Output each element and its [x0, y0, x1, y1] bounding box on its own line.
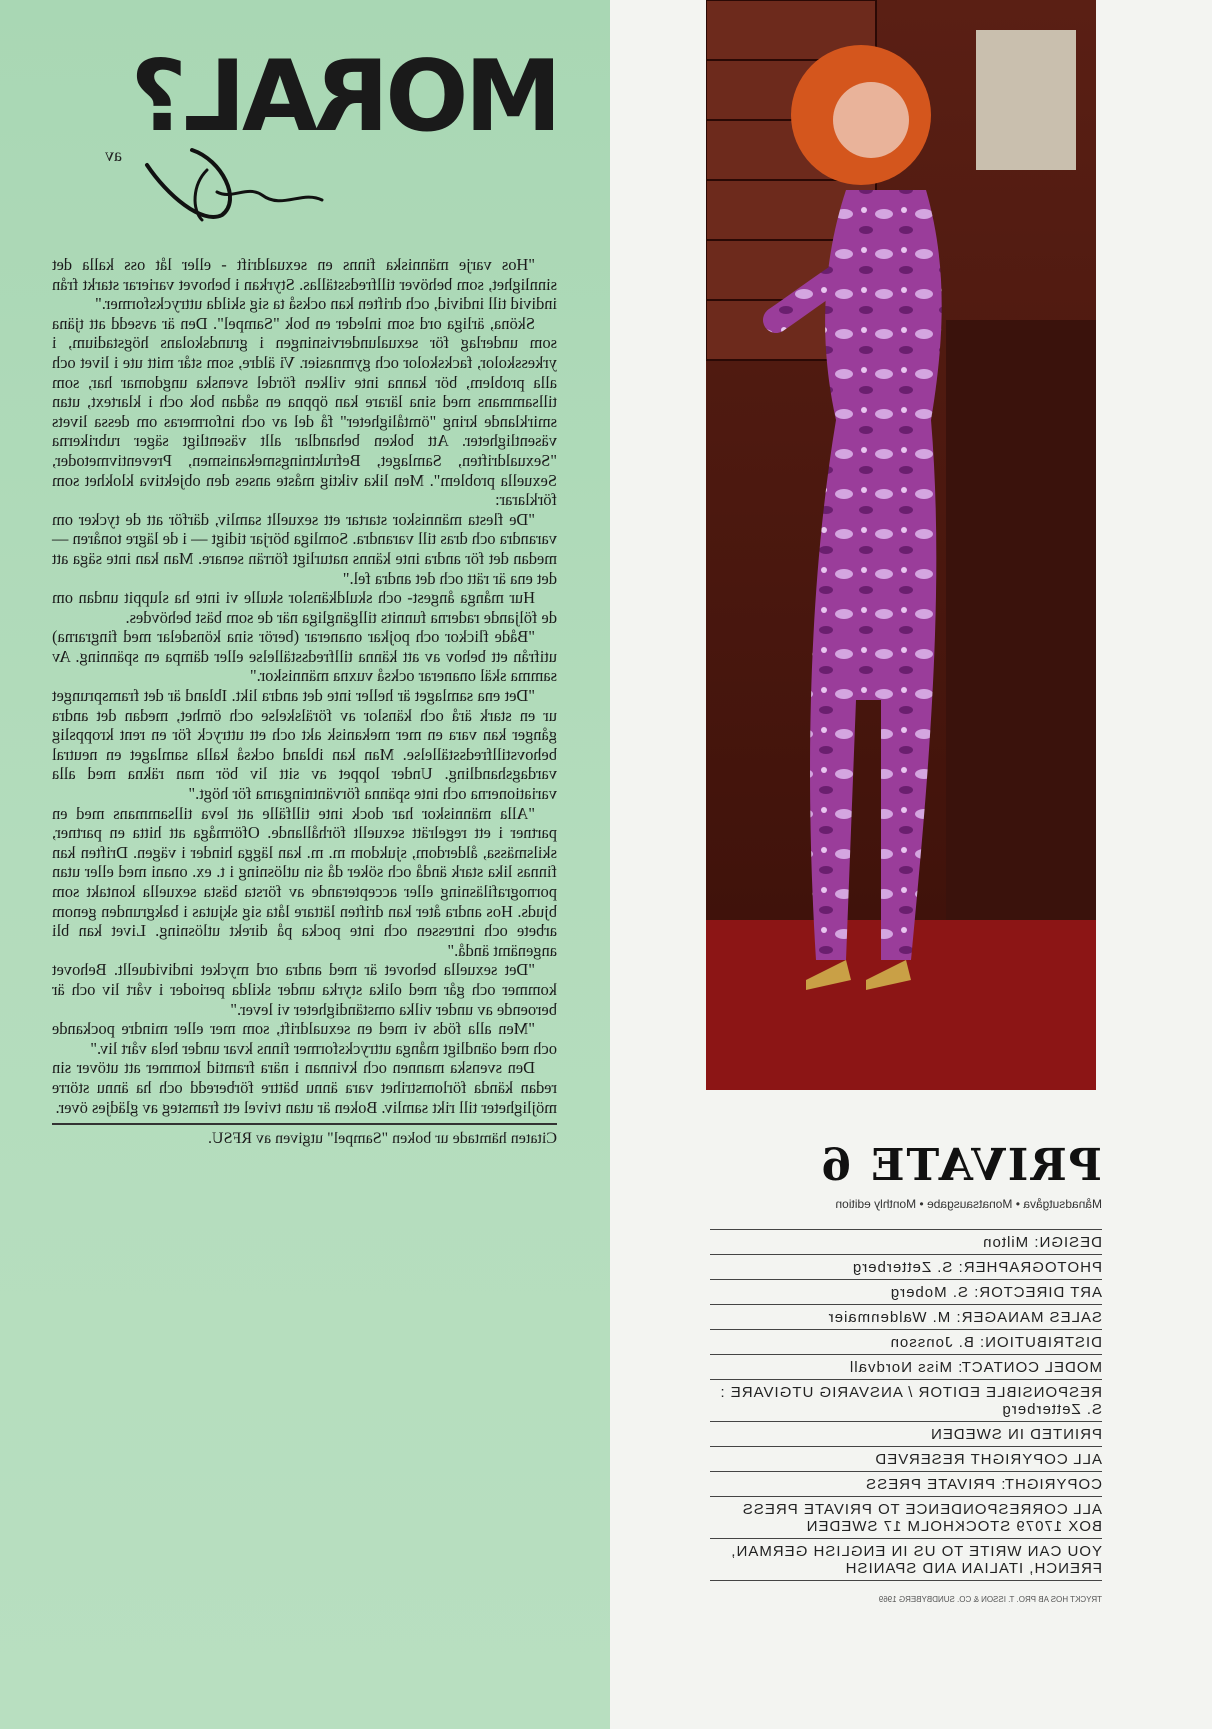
credit-row: MODEL CONTACT: Miss Nordvall — [710, 1354, 1102, 1379]
article-paragraph: "De flesta människor startar ett sexuellt samliv, därför att de tycker om varandra och dras till varandra. Somliga börjar tidigt — i de lägre tonåren — medan det för andra inte känns naturligt förrän senare. Man kan inte säga att det ena är rätt och det andra fel." — [52, 509, 557, 588]
article-paragraph: "Både flickor och pojkar onanerar (berör sina könsdelar med fingrarna) utifrån ett behov av att känna tillfredsställelse eller dämpa en spänning. Av samma skäl onanerar också vuxna människor." — [52, 627, 557, 686]
credit-row: YOU CAN WRITE TO US IN ENGLISH GERMAN, FRENCH, ITALIAN AND SPANISH — [710, 1538, 1102, 1581]
credit-row: ALL COPYRIGHT RESERVED — [710, 1446, 1102, 1471]
byline: av — [105, 145, 122, 165]
divider — [52, 1123, 557, 1125]
article-paragraph: Den svenska mannen och kvinnan i nära framtid kommer att utöver sin redan kända förlomstrihet vara ännu bättre förberedd och ha ännu större möjligheter till rikt samliv. Boken är utan tvivel ett framsteg av glädjes över. — [52, 1058, 557, 1117]
article-paragraph: "Det sexuella behovet är med andra ord mycket individuellt. Behovet kommer och går med olika styrka under skilda perioder i vårt liv och är beroende av under vilka omständigheter vi lever." — [52, 960, 557, 1019]
photo-image — [706, 0, 1096, 1090]
credit-row: DISTRIBUTION: B. Jonsson — [710, 1329, 1102, 1354]
article-title: MORAL? — [134, 40, 562, 154]
credit-row: ART DIRECTOR: S. Moberg — [710, 1279, 1102, 1304]
article-paragraph: Hur många ångest- och skuldkänslor skulle vi inte ha sluppit undan om de följande raderna funnits tillgängliga när de som bäst behövdes. — [52, 588, 557, 627]
article-paragraph: "Det ena samlaget är heller inte det andra likt. Ibland är det framsprunget ur en stark ärå och känslor av förälskelse och ömhet, medan det andra gånger kan vara en mer mekanisk akt och ett uttryck för en rent kroppslig behovstillfredsställelse. Man kan ibland också kalla samlaget en neutral vardagshandling. Under loppet av sitt liv bör man räkna med alla variationerna och inte spänna förväntningarna för högt." — [52, 686, 557, 804]
magazine-brand: PRIVATE 6 — [819, 1140, 1102, 1191]
credit-row: ALL CORRESPONDENCE TO PRIVATE PRESS BOX 17079 STOCKHOLM 17 SWEDEN — [710, 1496, 1102, 1538]
source-note: Citaten hämtade ur boken "Sampel" utgiven av RFSU. — [207, 1130, 557, 1148]
credit-row: COPYRIGHT: PRIVATE PRESS — [710, 1471, 1102, 1496]
article-paragraph: "Men alla föds vi med en sexualdrift, som mer eller mindre pockande och med oändligt många uttrycksformer finns kvar under hela vårt liv." — [52, 1019, 557, 1058]
edition-line: Månadsutgåva • Monatsausgabe • Monthly edition — [835, 1197, 1102, 1211]
article-paragraph: "Hos varje människa finns en sexualdrift - eller låt oss kalla det sinnlighet, som behöver tillfredsställas. Styrkan i behovet varierar starkt från individ till individ, och driften kan också ta sig skilda uttrycksformer." — [52, 255, 557, 314]
article-body — [52, 255, 557, 1148]
article-paragraph: Sköna, ärliga ord som inleder en bok "Sampel". Den är avsedd att tjäna som underlag för sexualundervisningen i grundskolans högstadium, i yrkesskolor, fackskolor och gymnasier. Vi äldre, som står mitt ute i livet och alla problem, bör kanna inte vilken fördel svenska ungdomar har, som tillsammans med sina lärare kan öppna en sådan bok och i klartext, utan smirklande kring "ömtåligheter" få del av och informeras om dessa livets väsentligheter. Att boken behandlar allt väsentligt säger rubrikerna "Sexualdriften, Samlaget, Befruktningsmekanismen, Preventivmetoder, Sexuella problem". Men lika viktig måste anses den objektiva klokhet som förklarar: — [52, 313, 557, 510]
credit-row: DESIGN: Milton — [710, 1229, 1102, 1254]
credits-block — [710, 1140, 1102, 1604]
article-paragraph: "Alla människor har dock inte tillfälle att leva tillsammans med en partner i ett regelrätt sexuellt förhållande. Oförmåga att hitta en partner, skilsmässa, ålderdom, sjukdom m. m. kan lägga hinder i vägen. Driften kan finnas lika stark ändå och söker då sin utlösning i t. ex. onani med eller utan pornografiläsning eller accepterande av första bästa sexuella kontakt som bjuds. Hos andra åter kan driften lättare låta sig skjutas i bakgrunden genom arbete och intressen och inte pocka på direkt utlösning. Livet kan bli angenämt ändå." — [52, 803, 557, 960]
photo — [706, 0, 1096, 1090]
credit-row: RESPONSIBLE EDITOR / ANSVARIG UTGIVARE : S. Zetterberg — [710, 1379, 1102, 1421]
credit-row: PRINTED IN SWEDEN — [710, 1421, 1102, 1446]
credit-row: PHOTOGRAPHER: S. Zetterberg — [710, 1254, 1102, 1279]
credit-row: SALES MANAGER: M. Waldenmaier — [710, 1304, 1102, 1329]
author-signature — [122, 140, 342, 230]
printer-note: TRYCKT HOS AB PRO. T. ISSON & CO. SUNDBYBERG 1969 — [878, 1595, 1102, 1604]
